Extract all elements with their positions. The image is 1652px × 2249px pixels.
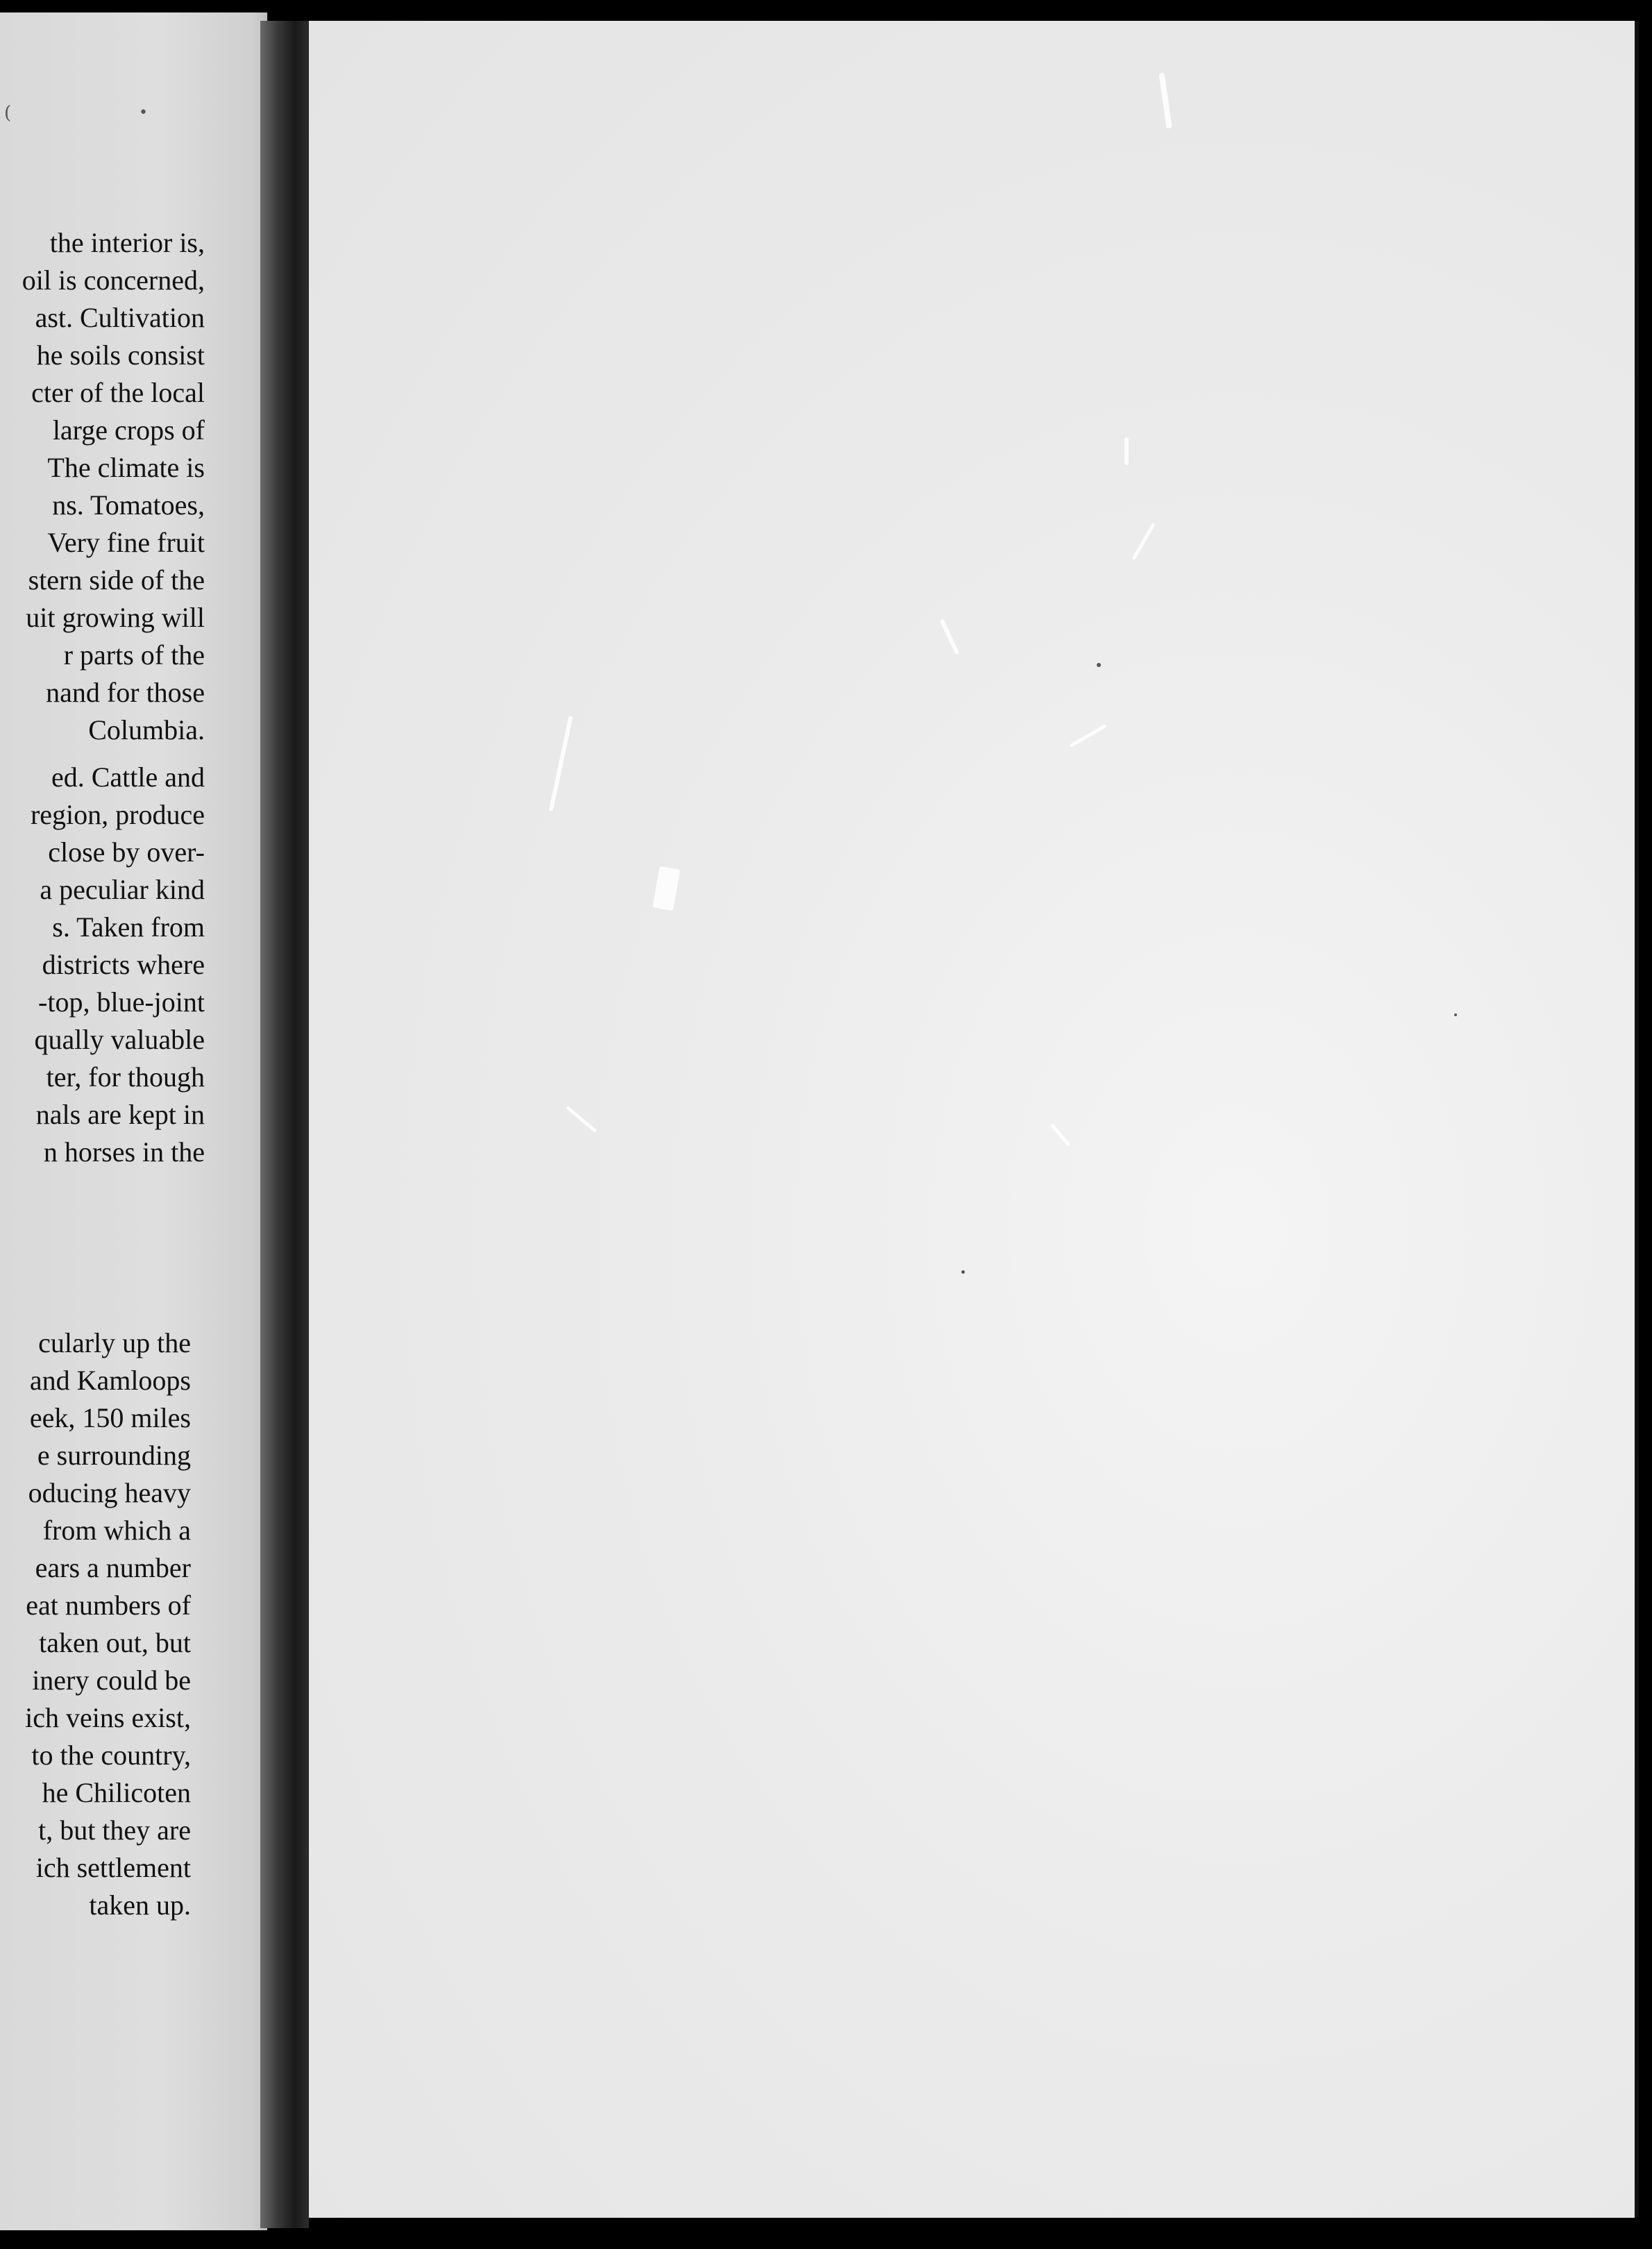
text-line: ich veins exist, [25, 1702, 191, 1733]
right-page-blank [309, 21, 1639, 2218]
text-line: large crops of [52, 414, 205, 446]
dust-speck [1097, 663, 1101, 667]
text-line: qually valuable [34, 1024, 205, 1055]
text-line: taken out, but [39, 1627, 191, 1658]
film-scratch [566, 1106, 597, 1133]
text-line: ed. Cattle and [51, 761, 205, 793]
book-gutter-shadow [260, 21, 309, 2228]
margin-mark-paren: ( [4, 103, 12, 124]
text-line: taken up. [89, 1889, 191, 1921]
film-scratch [652, 866, 680, 911]
film-scratch [940, 618, 960, 655]
text-line: to the country, [31, 1740, 191, 1771]
text-line: e surrounding [37, 1440, 191, 1471]
text-line: ns. Tomatoes, [52, 489, 205, 521]
film-scratch [549, 716, 573, 811]
text-line: n horses in the [43, 1136, 205, 1168]
film-scratch [1158, 73, 1172, 128]
text-line: cter of the local [31, 377, 205, 408]
text-line: region, produce [30, 799, 205, 830]
text-line: he Chilicoten [42, 1777, 191, 1808]
text-block-cattle-grasses [31, 759, 205, 1171]
film-scratch [1069, 724, 1106, 748]
text-line: districts where [42, 949, 205, 980]
film-scratch [1124, 437, 1129, 465]
text-line: from which a [42, 1515, 191, 1546]
text-line: the interior is, [49, 227, 205, 258]
text-line: oil is concerned, [22, 264, 205, 296]
text-line: r parts of the [63, 639, 205, 671]
text-line: ast. Cultivation [35, 302, 205, 333]
text-line: cularly up the [38, 1327, 191, 1358]
text-line: ears a number [35, 1552, 191, 1583]
text-line: ter, for though [46, 1061, 205, 1093]
text-block-mining-settlement [25, 1324, 191, 1924]
text-line: -top, blue-joint [38, 986, 205, 1018]
text-line: stern side of the [28, 564, 205, 596]
left-page [0, 12, 267, 2230]
text-line: ich settlement [35, 1852, 191, 1883]
text-line: eek, 150 miles [29, 1402, 191, 1433]
text-line: and Kamloops [29, 1365, 191, 1396]
dust-speck [1454, 1013, 1457, 1016]
margin-mark-dot: • [139, 104, 148, 121]
film-scratch [1131, 523, 1155, 560]
text-block-soil-climate [22, 224, 205, 749]
film-scratch [1050, 1123, 1071, 1147]
text-line: a peculiar kind [40, 874, 205, 905]
text-line: close by over- [48, 836, 205, 868]
text-line: The climate is [47, 452, 205, 483]
text-line: nand for those [46, 677, 205, 708]
text-line: uit growing will [26, 602, 205, 633]
dust-speck [961, 1270, 965, 1274]
text-line: oducing heavy [28, 1477, 191, 1508]
text-line: nals are kept in [35, 1099, 205, 1130]
text-line: s. Taken from [52, 911, 205, 943]
text-line: inery could be [32, 1665, 191, 1696]
text-line: eat numbers of [26, 1590, 191, 1621]
text-line: t, but they are [38, 1814, 191, 1846]
text-line: he soils consist [36, 339, 205, 371]
text-line: Columbia. [88, 714, 205, 746]
text-line: Very fine fruit [47, 527, 205, 558]
